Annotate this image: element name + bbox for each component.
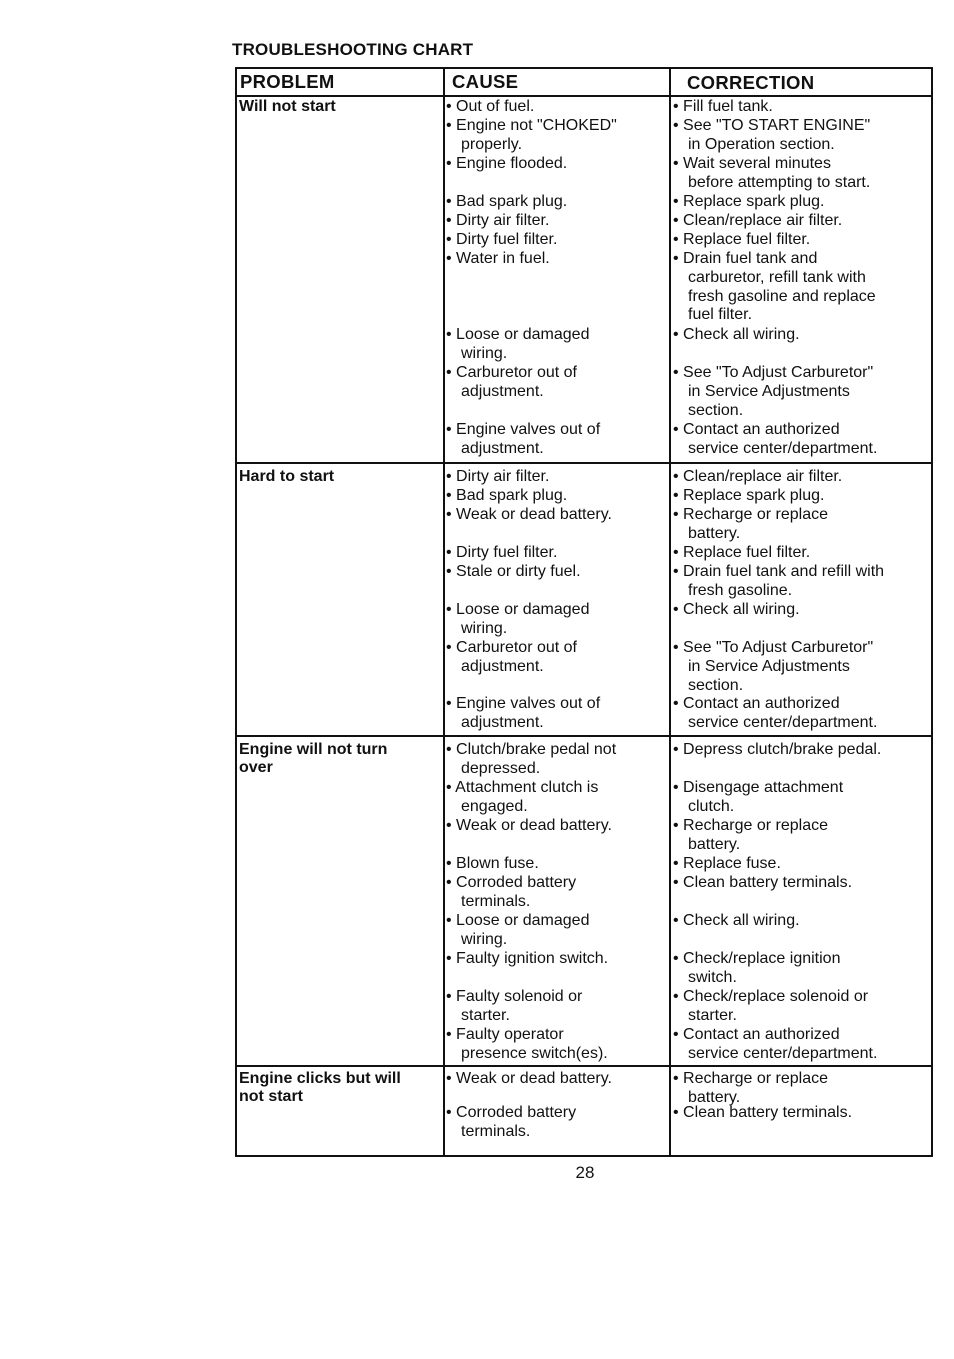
column-divider-cause [443,69,445,1155]
cause-item-line: adjustment. [461,439,544,457]
correction-item-line: • Check all wiring. [673,601,800,618]
cause-item-line: • Carburetor out of [446,364,577,381]
column-divider-correction [669,69,671,1155]
row-divider-2 [237,735,931,737]
cause-item-line: • Loose or damaged [446,601,590,618]
cause-item-line: engaged. [461,797,528,815]
cause-item-line: terminals. [461,892,531,910]
cause-item-line: starter. [461,1006,510,1024]
cause-item-line: • Dirty fuel filter. [446,544,558,561]
cause-item-line: • Faulty ignition switch. [446,950,609,967]
correction-item-line: • Check all wiring. [673,912,800,929]
correction-item-line: • Disengage attachment [673,779,844,796]
cause-item-line: • Stale or dirty fuel. [446,563,581,580]
row-divider-1 [237,462,931,464]
chart-title: TROUBLESHOOTING CHART [232,40,474,59]
correction-item-line: • Depress clutch/brake pedal. [673,741,882,758]
correction-item-line: • Wait several minutes [673,155,831,172]
cause-item-line: • Blown fuse. [446,855,539,872]
correction-item-line: • Check/replace solenoid or [673,988,869,1005]
correction-item-line: starter. [688,1006,737,1024]
problem-text: Engine will not turn [239,741,388,758]
correction-item-line: • Recharge or replace [673,817,829,834]
correction-item-line: before attempting to start. [688,173,871,191]
header-correction: CORRECTION [687,72,815,93]
correction-item-line: • Replace fuel filter. [673,544,811,561]
page-number: 28 [575,1163,595,1182]
correction-item-line: fresh gasoline and replace [688,287,876,305]
problem-cell [239,98,336,116]
correction-item-line: • Check/replace ignition [673,950,841,967]
cause-item-line: • Weak or dead battery. [446,817,612,834]
correction-item-line: battery. [688,524,741,542]
correction-item-line: • See "To Adjust Carburetor" [673,639,874,656]
correction-item-line: • Drain fuel tank and refill with [673,563,885,580]
cause-item-line: • Corroded battery [446,874,577,891]
correction-item-line: • Recharge or replace [673,506,829,523]
cause-item-line: wiring. [461,930,508,948]
troubleshooting-table [235,67,933,1157]
correction-item-line: service center/department. [688,713,878,731]
cause-item-line: • Weak or dead battery. [446,506,612,523]
cause-item-line: • Bad spark plug. [446,193,568,210]
correction-item-line: • Clean/replace air filter. [673,212,843,229]
correction-item-line: • See "TO START ENGINE" [673,117,871,134]
correction-item-line: carburetor, refill tank with [688,268,866,286]
problem-cell [239,468,334,486]
correction-item-line: switch. [688,968,737,986]
correction-item-line: service center/department. [688,1044,878,1062]
cause-item-line: • Dirty air filter. [446,468,550,485]
header-divider [237,95,931,97]
correction-item-line: section. [688,676,744,694]
problem-cell [239,1070,401,1106]
header-problem: PROBLEM [240,71,335,92]
cause-item-line: adjustment. [461,657,544,675]
correction-item-line: • Recharge or replace [673,1070,829,1087]
correction-item-line: • Replace fuse. [673,855,781,872]
cause-item-line: • Loose or damaged [446,326,590,343]
cause-item-line: • Dirty fuel filter. [446,231,558,248]
correction-item-line: • Replace spark plug. [673,193,825,210]
cause-item-line: • Bad spark plug. [446,487,568,504]
correction-item-line: clutch. [688,797,735,815]
correction-item-line: battery. [688,1088,741,1106]
header-cause: CAUSE [452,71,519,92]
problem-text: not start [239,1088,303,1105]
correction-item-line: • Clean/replace air filter. [673,468,843,485]
cause-item-line: wiring. [461,619,508,637]
problem-text: Engine clicks but will [239,1070,401,1087]
correction-item-line: • Replace spark plug. [673,487,825,504]
correction-item-line: • Contact an authorized [673,421,840,438]
cause-item-line: presence switch(es). [461,1044,608,1062]
correction-item-line: • Replace fuel filter. [673,231,811,248]
correction-item-line: • Drain fuel tank and [673,250,818,267]
cause-item-line: • Faulty operator [446,1026,564,1043]
cause-item-line: • Corroded battery [446,1104,577,1121]
cause-item-line: • Engine flooded. [446,155,568,172]
cause-item-line: adjustment. [461,382,544,400]
cause-item-line: • Engine not "CHOKED" [446,117,617,134]
correction-item-line: battery. [688,835,741,853]
cause-item-line: • Loose or damaged [446,912,590,929]
correction-item-line: fresh gasoline. [688,581,793,599]
cause-item-line: properly. [461,135,523,153]
correction-item-line: in Service Adjustments [688,657,850,675]
correction-item-line: • Check all wiring. [673,326,800,343]
correction-item-line: • Contact an authorized [673,1026,840,1043]
problem-text: Will not start [239,98,336,115]
cause-item-line: wiring. [461,344,508,362]
cause-item-line: • Attachment clutch is [446,779,599,796]
row-divider-3 [237,1065,931,1067]
problem-cell [239,741,387,777]
correction-item-line: section. [688,401,744,419]
cause-item-line: • Faulty solenoid or [446,988,583,1005]
cause-item-line: terminals. [461,1122,531,1140]
cause-item-line: • Water in fuel. [446,250,550,267]
problem-text: over [239,759,273,776]
correction-item-line: • Fill fuel tank. [673,98,773,115]
correction-item-line: in Operation section. [688,135,835,153]
cause-item-line: • Engine valves out of [446,695,601,712]
correction-item-line: service center/department. [688,439,878,457]
cause-item-line: • Out of fuel. [446,98,535,115]
cause-item-line: • Clutch/brake pedal not [446,741,617,758]
correction-item-line: in Service Adjustments [688,382,850,400]
cause-item-line: adjustment. [461,713,544,731]
cause-item-line: • Dirty air filter. [446,212,550,229]
cause-item-line: • Weak or dead battery. [446,1070,612,1087]
correction-item-line: • Clean battery terminals. [673,874,853,891]
cause-item-line: • Carburetor out of [446,639,577,656]
correction-item-line: • See "To Adjust Carburetor" [673,364,874,381]
cause-item-line: • Engine valves out of [446,421,601,438]
problem-text: Hard to start [239,468,335,485]
correction-item-line: • Contact an authorized [673,695,840,712]
correction-item-line: • Clean battery terminals. [673,1104,853,1121]
cause-item-line: depressed. [461,759,541,777]
correction-item-line: fuel filter. [688,306,753,324]
